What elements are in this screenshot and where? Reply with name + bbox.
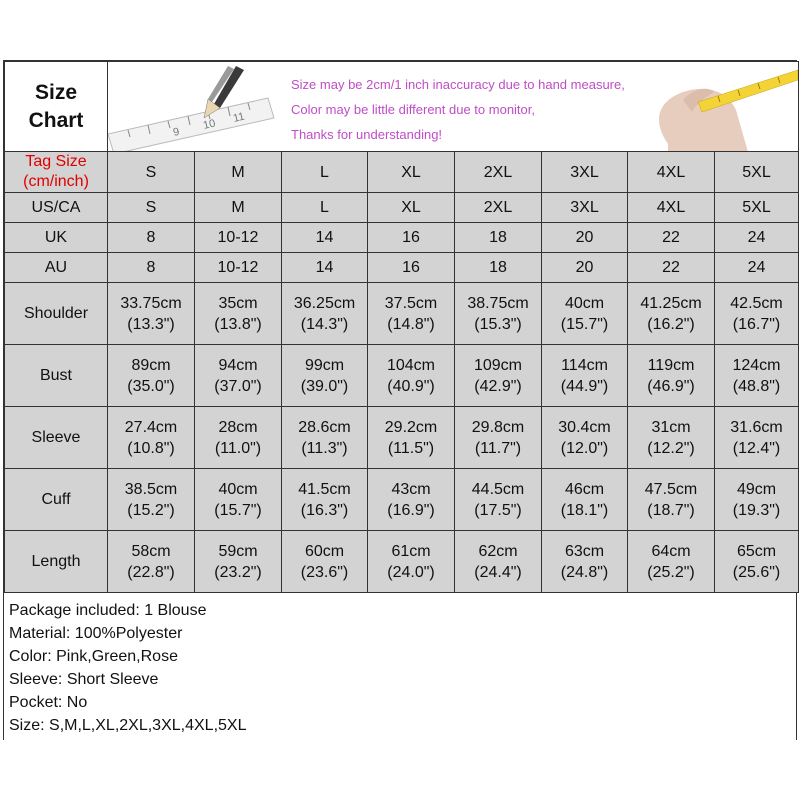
- inch-value: (12.0"): [560, 439, 609, 457]
- measurement-cell: [628, 531, 715, 593]
- measurement-cell: [628, 345, 715, 407]
- measurement-cell: [195, 345, 282, 407]
- measurement-cell: [368, 407, 455, 469]
- size-cell: 24: [715, 223, 799, 253]
- size-header-cell: M: [195, 152, 282, 193]
- inch-value: (13.3"): [127, 315, 175, 333]
- conversion-row: [5, 253, 799, 283]
- size-cell: 10-12: [195, 223, 282, 253]
- row-label: Sleeve: [5, 407, 108, 469]
- inch-value: (25.6"): [732, 563, 781, 581]
- measurement-cell: [455, 469, 542, 531]
- cm-value: 40cm: [564, 294, 605, 312]
- measurement-cell: [282, 469, 368, 531]
- inch-value: (15.7"): [214, 501, 262, 519]
- measurement-cell: [195, 283, 282, 345]
- cm-value: 94cm: [218, 356, 258, 374]
- measurement-cell: [195, 531, 282, 593]
- cm-value: 65cm: [736, 542, 777, 560]
- inch-value: (16.2"): [647, 315, 695, 333]
- measurement-row: [5, 469, 799, 531]
- size-header-cell: 4XL: [628, 152, 715, 193]
- size-cell: 16: [368, 253, 455, 283]
- inch-value: (39.0"): [300, 377, 349, 395]
- size-cell: 14: [282, 253, 368, 283]
- measurement-cell: [108, 469, 195, 531]
- measurement-cell: [628, 469, 715, 531]
- row-label: Shoulder: [5, 283, 108, 345]
- size-cell: 2XL: [455, 193, 542, 223]
- cm-value: 37.5cm: [384, 294, 438, 312]
- inch-value: (15.3"): [474, 315, 522, 333]
- inch-value: (48.8"): [732, 377, 781, 395]
- cm-value: 41.25cm: [640, 294, 702, 312]
- cm-value: 31cm: [651, 418, 691, 436]
- measurement-row: [5, 345, 799, 407]
- measurement-cell: [108, 407, 195, 469]
- measurement-cell: [542, 407, 628, 469]
- cm-value: 62cm: [478, 542, 518, 560]
- size-cell: 18: [455, 253, 542, 283]
- measurement-cell: [108, 345, 195, 407]
- inch-value: (12.4"): [732, 439, 781, 457]
- inch-value: (37.0"): [214, 377, 262, 395]
- measurement-cell: [455, 283, 542, 345]
- inch-value: (14.8"): [387, 315, 435, 333]
- measurement-cell: [542, 469, 628, 531]
- product-info: [4, 593, 796, 743]
- size-chart: [3, 60, 797, 740]
- row-label: UK: [5, 223, 108, 253]
- measurement-cell: [195, 469, 282, 531]
- inch-value: (11.7"): [474, 439, 522, 457]
- measurement-cell: [542, 531, 628, 593]
- measurement-cell: [282, 345, 368, 407]
- tag-size-label-line-1: Tag Size: [25, 153, 87, 170]
- size-cell: 22: [628, 223, 715, 253]
- info-line: Package included: 1 Blouse: [9, 602, 207, 619]
- inch-value: (11.5"): [387, 439, 435, 457]
- conversion-row: [5, 193, 799, 223]
- cm-value: 43cm: [391, 480, 431, 498]
- inch-value: (10.8"): [127, 439, 175, 457]
- size-cell: M: [195, 193, 282, 223]
- info-line: Color: Pink,Green,Rose: [9, 648, 178, 665]
- measurement-cell: [542, 283, 628, 345]
- measurement-cell: [368, 283, 455, 345]
- cm-value: 38.5cm: [124, 480, 178, 498]
- cm-value: 104cm: [386, 356, 436, 374]
- measurement-cell: [715, 469, 799, 531]
- cm-value: 41.5cm: [298, 480, 351, 498]
- tag-size-label-line-2: (cm/inch): [23, 173, 89, 190]
- measurement-cell: [455, 531, 542, 593]
- inch-value: (40.9"): [387, 377, 435, 395]
- measurement-cell: [282, 283, 368, 345]
- cm-value: 33.75cm: [120, 294, 182, 312]
- inch-value: (35.0"): [127, 377, 175, 395]
- cm-value: 30.4cm: [558, 418, 611, 436]
- cm-value: 61cm: [391, 542, 431, 560]
- size-cell: 8: [108, 253, 195, 283]
- measurement-cell: [368, 345, 455, 407]
- cm-value: 36.25cm: [293, 294, 356, 312]
- ruler-number: 11: [231, 110, 246, 125]
- size-header-cell: S: [108, 152, 195, 193]
- size-cell: 10-12: [195, 253, 282, 283]
- cm-value: 109cm: [473, 356, 523, 374]
- inch-value: (19.3"): [732, 501, 781, 519]
- conversion-row: [5, 223, 799, 253]
- measurement-cell: [542, 345, 628, 407]
- size-cell: 8: [108, 223, 195, 253]
- inch-value: (15.7"): [560, 315, 609, 333]
- size-cell: 4XL: [628, 193, 715, 223]
- inch-value: (42.9"): [474, 377, 522, 395]
- cm-value: 29.2cm: [384, 418, 438, 436]
- tag-size-label: [5, 152, 108, 193]
- measurement-cell: [628, 283, 715, 345]
- inch-value: (23.2"): [214, 563, 262, 581]
- measurement-cell: [368, 469, 455, 531]
- measurement-row: [5, 283, 799, 345]
- size-cell: 20: [542, 253, 628, 283]
- measurement-cell: [628, 407, 715, 469]
- size-header-cell: 3XL: [542, 152, 628, 193]
- measurement-cell: [195, 407, 282, 469]
- tag-size-row: [5, 152, 799, 193]
- inch-value: (18.7"): [647, 501, 695, 519]
- cm-value: 44.5cm: [471, 480, 525, 498]
- cm-value: 114cm: [561, 356, 608, 374]
- measurement-row: [5, 531, 799, 593]
- measurement-cell: [455, 345, 542, 407]
- inch-value: (16.3"): [300, 501, 349, 519]
- size-cell: 22: [628, 253, 715, 283]
- size-cell: L: [282, 193, 368, 223]
- inch-value: (14.3"): [300, 315, 349, 333]
- cm-value: 27.4cm: [124, 418, 178, 436]
- cm-value: 46cm: [564, 480, 605, 498]
- measurement-cell: [108, 531, 195, 593]
- info-line: Material: 100%Polyester: [9, 625, 183, 642]
- size-cell: 3XL: [542, 193, 628, 223]
- info-line: Size: S,M,L,XL,2XL,3XL,4XL,5XL: [9, 717, 247, 734]
- title-line-1: Size: [34, 80, 78, 104]
- inch-value: (11.0"): [214, 439, 262, 457]
- inch-value: (17.5"): [474, 501, 522, 519]
- row-label: Bust: [5, 345, 108, 407]
- size-cell: 16: [368, 223, 455, 253]
- info-line: Sleeve: Short Sleeve: [9, 671, 159, 688]
- inch-value: (16.7"): [732, 315, 781, 333]
- inch-value: (18.1"): [560, 501, 609, 519]
- inch-value: (44.9"): [560, 377, 609, 395]
- inch-value: (12.2"): [647, 439, 695, 457]
- ruler-icon: [108, 98, 274, 152]
- measurement-cell: [455, 407, 542, 469]
- row-label: US/CA: [5, 193, 108, 223]
- cm-value: 31.6cm: [730, 418, 783, 436]
- cm-value: 64cm: [651, 542, 691, 560]
- cm-value: 47.5cm: [644, 480, 698, 498]
- size-cell: 20: [542, 223, 628, 253]
- cm-value: 28.6cm: [298, 418, 351, 436]
- cm-value: 60cm: [304, 542, 345, 560]
- cm-value: 63cm: [564, 542, 605, 560]
- measurement-cell: [108, 283, 195, 345]
- row-label: Length: [5, 531, 108, 593]
- info-line: Pocket: No: [9, 694, 88, 711]
- size-cell: S: [108, 193, 195, 223]
- measurement-cell: [715, 283, 799, 345]
- cm-value: 38.75cm: [467, 294, 529, 312]
- size-header-cell: L: [282, 152, 368, 193]
- cm-value: 59cm: [218, 542, 258, 560]
- hand-measuring-tape-icon: [659, 70, 798, 152]
- disclaimer-line-2: Color may be little different due to monitor,: [291, 102, 535, 117]
- inch-value: (15.2"): [127, 501, 175, 519]
- inch-value: (13.8"): [214, 315, 262, 333]
- disclaimer-text: [291, 72, 625, 147]
- disclaimer-line-1: Size may be 2cm/1 inch inaccuracy due to hand measure,: [291, 77, 625, 92]
- row-label: Cuff: [5, 469, 108, 531]
- measurement-row: [5, 407, 799, 469]
- size-table: [4, 61, 799, 593]
- size-header-cell: 5XL: [715, 152, 799, 193]
- cm-value: 35cm: [218, 294, 258, 312]
- size-cell: 14: [282, 223, 368, 253]
- measurement-cell: [282, 407, 368, 469]
- cm-value: 119cm: [647, 356, 695, 374]
- cm-value: 42.5cm: [730, 294, 783, 312]
- inch-value: (11.3"): [301, 439, 348, 457]
- measurement-cell: [715, 531, 799, 593]
- cm-value: 29.8cm: [471, 418, 525, 436]
- inch-value: (24.8"): [560, 563, 609, 581]
- measurement-cell: [715, 345, 799, 407]
- inch-value: (23.6"): [300, 563, 349, 581]
- size-header-cell: 2XL: [455, 152, 542, 193]
- cm-value: 40cm: [218, 480, 258, 498]
- inch-value: (46.9"): [647, 377, 695, 395]
- disclaimer-line-3: Thanks for understanding!: [291, 127, 443, 142]
- row-label: AU: [5, 253, 108, 283]
- inch-value: (16.9"): [387, 501, 435, 519]
- inch-value: (24.4"): [474, 563, 522, 581]
- cm-value: 49cm: [736, 480, 777, 498]
- size-cell: 24: [715, 253, 799, 283]
- size-chart-title: [5, 62, 108, 152]
- cm-value: 28cm: [218, 418, 258, 436]
- size-cell: 18: [455, 223, 542, 253]
- measurement-cell: [282, 531, 368, 593]
- size-cell: 5XL: [715, 193, 799, 223]
- disclaimer-banner: [108, 62, 799, 152]
- size-header-cell: XL: [368, 152, 455, 193]
- cm-value: 89cm: [131, 356, 171, 374]
- measurement-cell: [368, 531, 455, 593]
- measurement-cell: [715, 407, 799, 469]
- inch-value: (24.0"): [387, 563, 435, 581]
- inch-value: (25.2"): [647, 563, 695, 581]
- cm-value: 58cm: [131, 542, 171, 560]
- ruler-number: 9: [171, 125, 181, 139]
- title-line-2: Chart: [28, 108, 84, 132]
- ruler-number: 10: [201, 117, 217, 132]
- cm-value: 99cm: [304, 356, 345, 374]
- cm-value: 124cm: [732, 356, 781, 374]
- inch-value: (22.8"): [127, 563, 175, 581]
- size-cell: XL: [368, 193, 455, 223]
